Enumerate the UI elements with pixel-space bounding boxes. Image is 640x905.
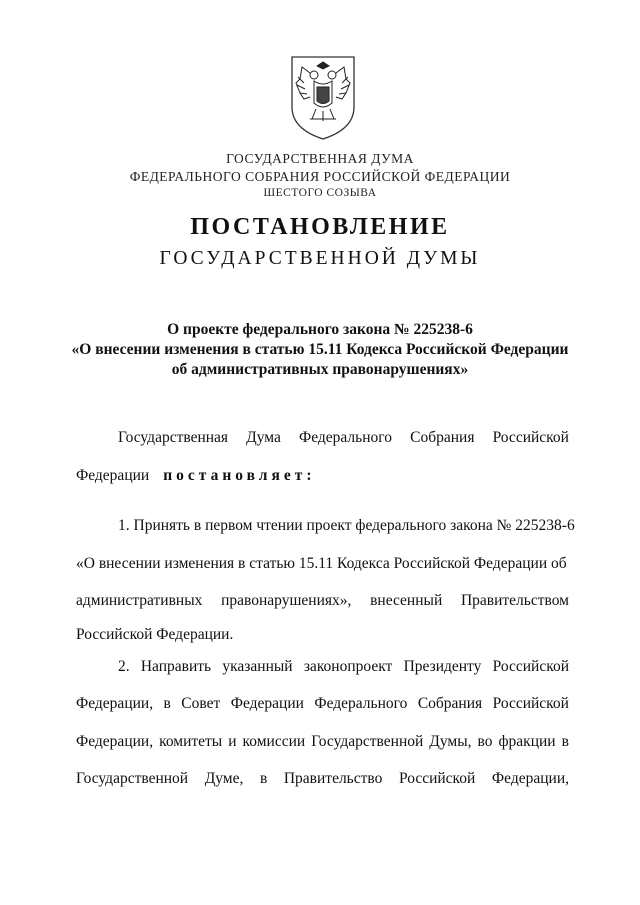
item1-line-2: «О внесении изменения в статью 15.11 Кодекса Российской Федерации об	[76, 555, 567, 572]
word: Думе,	[204, 770, 244, 787]
item2-line-2	[76, 695, 569, 713]
header-line-3: ШЕСТОГО СОЗЫВА	[263, 187, 377, 199]
word: Думы,	[429, 733, 472, 750]
word: Правительство	[283, 770, 383, 787]
preamble-line-1	[118, 429, 569, 447]
word: в	[561, 733, 569, 750]
word: правонарушениях»,	[221, 592, 352, 609]
word: Федерального	[298, 429, 393, 446]
word: Российской	[492, 695, 569, 712]
word: Государственная	[118, 429, 229, 446]
header-line-2: ФЕДЕРАЛЬНОГО СОБРАНИЯ РОССИЙСКОЙ ФЕДЕРАЦИИ	[129, 169, 511, 184]
item1-line-1: 1. Принять в первом чтении проект федерального закона № 225238-6	[118, 517, 575, 534]
word: Правительством	[460, 592, 569, 609]
word: во	[477, 733, 493, 750]
word: и	[228, 733, 237, 750]
word: Государственной	[76, 770, 189, 787]
word: Российской	[492, 429, 569, 446]
decree-word: постановляет:	[163, 467, 316, 484]
subject-line-3: об административных правонарушениях»	[171, 361, 469, 378]
word: Федерации,	[491, 770, 569, 787]
word: Собрания	[417, 695, 483, 712]
word: 2.	[118, 658, 130, 675]
coat-of-arms-emblem	[288, 53, 358, 141]
document-title: ПОСТАНОВЛЕНИЕ	[190, 214, 450, 240]
subject-line-1: О проекте федерального закона № 225238-6	[167, 321, 473, 338]
word: Федерального	[314, 695, 408, 712]
word: в	[163, 695, 171, 712]
word: Российской	[492, 658, 569, 675]
document-subtitle: ГОСУДАРСТВЕННОЙ ДУМЫ	[159, 248, 481, 269]
word: Федерации,	[76, 695, 154, 712]
word: административных	[76, 592, 203, 609]
word: в	[259, 770, 268, 787]
word: Федерации,	[76, 733, 154, 750]
word: законопроект	[303, 658, 393, 675]
item2-line-4	[76, 770, 569, 788]
word: Собрания	[410, 429, 475, 446]
item2-line-3	[76, 733, 569, 751]
word: Федерации	[230, 695, 304, 712]
word: Государственной	[311, 733, 424, 750]
subject-line-2: «О внесении изменения в статью 15.11 Кодекса Российской Федерации	[71, 341, 569, 358]
item1-line-4: Российской Федерации.	[76, 626, 234, 643]
item1-line-3	[76, 592, 569, 610]
word: Совет	[181, 695, 221, 712]
word: комитеты	[159, 733, 223, 750]
word: Президенту	[403, 658, 482, 675]
header-line-1: ГОСУДАРСТВЕННАЯ ДУМА	[226, 151, 414, 166]
word: Федерации	[76, 467, 150, 484]
word: Российской	[398, 770, 476, 787]
preamble-line-2	[76, 467, 569, 485]
word: указанный	[222, 658, 293, 675]
word: фракции	[498, 733, 556, 750]
word: Направить	[140, 658, 212, 675]
item2-line-1	[118, 658, 569, 676]
word: Дума	[246, 429, 281, 446]
word: внесенный	[370, 592, 443, 609]
word: комиссии	[242, 733, 306, 750]
